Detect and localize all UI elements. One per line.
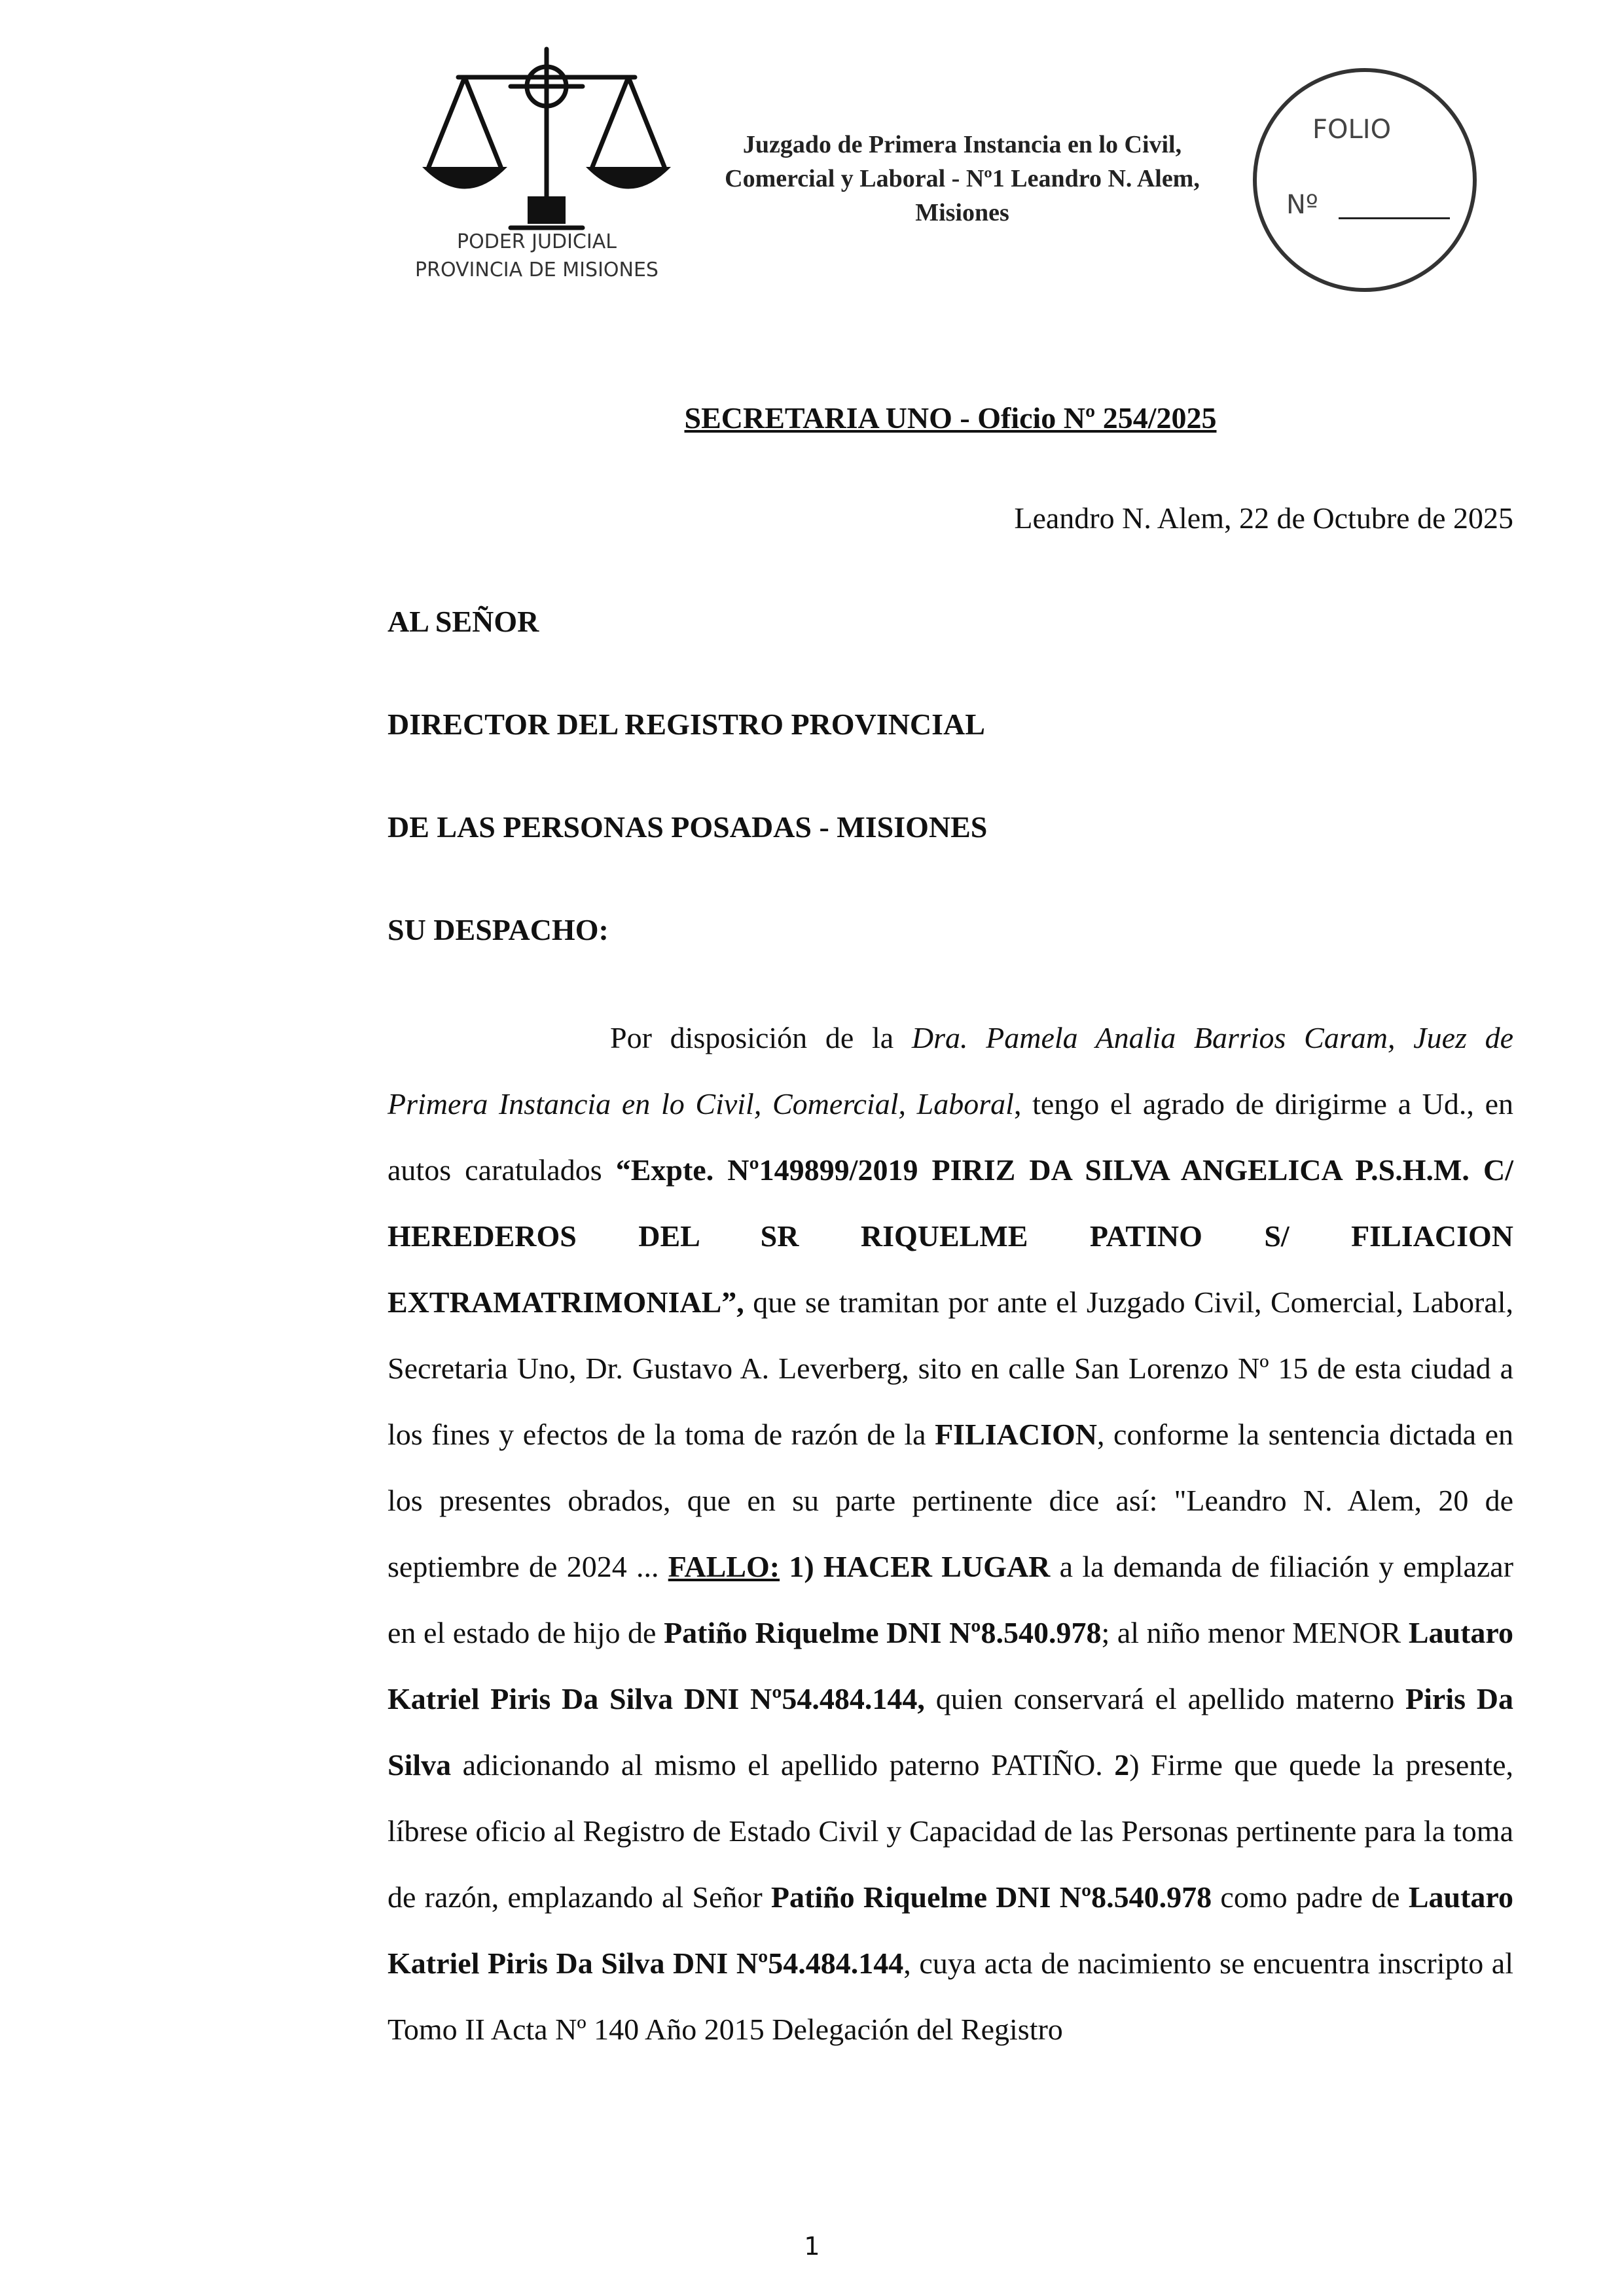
folio-number-line bbox=[1339, 217, 1450, 219]
court-header-line-3: Misiones bbox=[915, 199, 1009, 226]
addressee-line-2: DIRECTOR DEL REGISTRO PROVINCIAL bbox=[388, 708, 985, 741]
body-segment: , conforme la sentencia dictada en los presentes obrados, que en su parte pertinente dice así: "Leandro N. Alem, 20 de septiembre de 2024 ... bbox=[388, 1418, 1514, 1583]
child-name: Lautaro Katriel Piris Da Silva DNI Nº54.484.144 bbox=[388, 1880, 1513, 1980]
hacer-lugar: 1) HACER LUGAR bbox=[780, 1550, 1051, 1583]
maternal-surname: Piris Da Silva bbox=[388, 1682, 1513, 1782]
folio-number-label: Nº bbox=[1286, 190, 1318, 220]
point-number: 2 bbox=[1114, 1748, 1130, 1782]
filiacion-term: FILIACION bbox=[935, 1418, 1097, 1451]
body-paragraph bbox=[388, 1005, 1513, 2062]
seal-line-1: PODER JUDICIAL bbox=[457, 230, 617, 253]
body-segment: adicionando al mismo el apellido paterno PATIÑO. bbox=[451, 1748, 1115, 1782]
page-number: 1 bbox=[804, 2232, 820, 2261]
body-segment: , cuya acta de nacimiento se encuentra inscripto al Tomo II Acta Nº 140 Año 2015 Delegación del Registro bbox=[388, 1946, 1514, 2046]
father-name: Patiño Riquelme DNI Nº8.540.978 bbox=[664, 1616, 1102, 1649]
oficio-title: SECRETARIA UNO - Oficio Nº 254/2025 bbox=[684, 401, 1217, 435]
judge-name: Dra. Pamela Analia Barrios Caram, Juez de Primera Instancia en lo Civil, Comercial, Laboral bbox=[388, 1021, 1513, 1121]
body-segment: quien conservará el apellido materno bbox=[924, 1682, 1406, 1715]
folio-label: FOLIO bbox=[1312, 115, 1392, 145]
fallo-label: FALLO: bbox=[668, 1550, 780, 1583]
court-header bbox=[681, 128, 1244, 230]
body-segment: Por disposición de la bbox=[610, 1021, 912, 1054]
court-header-line-1: Juzgado de Primera Instancia en lo Civil, bbox=[742, 131, 1182, 158]
folio-stamp bbox=[1244, 65, 1486, 295]
body-segment: , tengo el agrado de dirigirme a Ud., en autos caratulados bbox=[388, 1087, 1513, 1187]
body-segment: ) Firme que quede la presente, líbrese oficio al Registro de Estado Civil y Capacidad de las Personas pertinente para la toma de razón, emplazando al Señor bbox=[388, 1748, 1513, 1914]
body-segment: que se tramitan por ante el Juzgado Civil, Comercial, Laboral, Secretaria Uno, Dr. Gustavo A. Leverberg, sito en calle San Lorenzo Nº 15 de esta ciudad a los fines y efectos de la toma de razón de la bbox=[388, 1285, 1513, 1451]
addressee-line-3: DE LAS PERSONAS POSADAS - MISIONES bbox=[388, 810, 988, 844]
place-date: Leandro N. Alem, 22 de Octubre de 2025 bbox=[1014, 501, 1513, 535]
addressee-line-1: AL SEÑOR bbox=[388, 605, 539, 638]
court-header-line-2: Comercial y Laboral - Nº1 Leandro N. Alem, bbox=[725, 165, 1200, 192]
case-title: “Expte. Nº149899/2019 PIRIZ DA SILVA ANGELICA P.S.H.M. C/ HEREDEROS DEL SR RIQUELME PATINO S/ FILIACION EXTRAMATRIMONIAL”, bbox=[388, 1153, 1514, 1319]
seal-line-2: PROVINCIA DE MISIONES bbox=[415, 259, 659, 281]
body-segment: como padre de bbox=[1212, 1880, 1409, 1914]
body-segment: a la demanda de filiación y emplazar en el estado de hijo de bbox=[388, 1550, 1514, 1649]
body-segment: ; al niño menor MENOR bbox=[1101, 1616, 1409, 1649]
scales-of-justice-icon bbox=[399, 39, 674, 236]
father-name: Patiño Riquelme DNI Nº8.540.978 bbox=[770, 1880, 1212, 1914]
folio-stamp-circle-icon bbox=[1244, 65, 1486, 295]
court-seal bbox=[399, 39, 674, 295]
addressee-line-4: SU DESPACHO: bbox=[388, 913, 609, 946]
child-name: Lautaro Katriel Piris Da Silva DNI Nº54.484.144, bbox=[388, 1616, 1514, 1715]
